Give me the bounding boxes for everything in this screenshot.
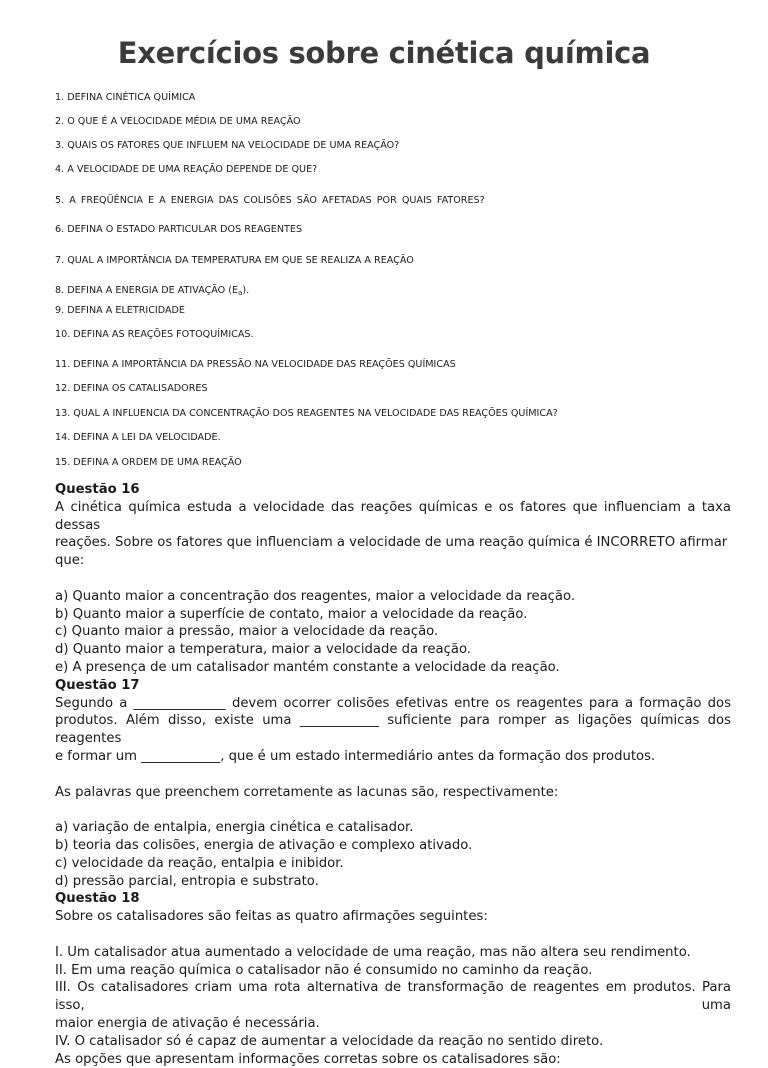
question-17-option-a: a) variação de entalpia, energia cinética e catalisador. <box>55 819 731 837</box>
question-18-statement-2: II. Em uma reação química o catalisador não é consumido no caminho da reação. <box>55 962 731 980</box>
list-question-11: 11. DEFINA A IMPORTÂNCIA DA PRESSÃO NA VELOCIDADE DAS REAÇÕES QUÍMICAS <box>55 359 456 370</box>
question-17-heading: Questão 17 <box>55 677 731 695</box>
question-18-intro: Sobre os catalisadores são feitas as quatro afirmações seguintes: <box>55 908 731 926</box>
question-16-option-e: e) A presença de um catalisador mantém constante a velocidade da reação. <box>55 659 731 677</box>
list-question-2: 2. O QUE É A VELOCIDADE MÉDIA DE UMA REAÇÃO <box>55 116 301 127</box>
list-question-4: 4. A VELOCIDADE DE UMA REAÇÃO DEPENDE DE QUE? <box>55 164 317 175</box>
list-question-3: 3. QUAIS OS FATORES QUE INFLUEM NA VELOCIDADE DE UMA REAÇÃO? <box>55 140 399 151</box>
list-question-8 <box>55 285 249 297</box>
question-16-heading: Questão 16 <box>55 481 731 499</box>
question-17-option-d: d) pressão parcial, entropia e substrato. <box>55 873 731 891</box>
list-question-15: 15. DEFINA A ORDEM DE UMA REAÇÃO <box>55 457 242 468</box>
list-question-10: 10. DEFINA AS REAÇÕES FOTOQUÍMICAS. <box>55 329 254 340</box>
question-16-option-a: a) Quanto maior a concentração dos reagentes, maior a velocidade da reação. <box>55 588 731 606</box>
question-17-statement-line-1: Segundo a ______________ devem ocorrer colisões efetivas entre os reagentes para a formação dos <box>55 695 731 713</box>
question-18-statement-1: I. Um catalisador atua aumentado a velocidade de uma reação, mas não altera seu rendimento. <box>55 944 731 962</box>
list-question-14: 14. DEFINA A LEI DA VELOCIDADE. <box>55 432 221 443</box>
question-17-statement-line-3: e formar um ____________, que é um estado intermediário antes da formação dos produtos. <box>55 748 731 766</box>
list-question-1: 1. DEFINA CINÉTICA QUÍMICA <box>55 92 195 103</box>
question-17-option-b: b) teoria das colisões, energia de ativação e complexo ativado. <box>55 837 731 855</box>
list-question-8-tail: ). <box>242 285 249 296</box>
question-17-option-c: c) velocidade da reação, entalpia e inibidor. <box>55 855 731 873</box>
page-title: Exercícios sobre cinética química <box>0 36 768 70</box>
question-16-option-b: b) Quanto maior a superfície de contato, maior a velocidade da reação. <box>55 606 731 624</box>
question-18-statement-3-line-1: III. Os catalisadores criam uma rota alternativa de transformação de reagentes em produtos. Para isso, uma <box>55 979 731 1015</box>
question-16 <box>55 481 731 1068</box>
list-question-8-text: 8. DEFINA A ENERGIA DE ATIVAÇÃO (E <box>55 285 238 296</box>
question-18-statement-4: IV. O catalisador só é capaz de aumentar a velocidade da reação no sentido direto. <box>55 1033 731 1051</box>
question-18-closing: As opções que apresentam informações corretas sobre os catalisadores são: <box>55 1051 731 1068</box>
list-question-5: 5. A FREQÜÊNCIA E A ENERGIA DAS COLISÕES SÃO AFETADAS POR QUAIS FATORES? <box>55 195 485 206</box>
question-16-option-c: c) Quanto maior a pressão, maior a velocidade da reação. <box>55 623 731 641</box>
list-question-13: 13. QUAL A INFLUENCIA DA CONCENTRAÇÃO DOS REAGENTES NA VELOCIDADE DAS REAÇÕES QUÍMICA? <box>55 408 558 419</box>
question-17-statement-line-2: produtos. Além disso, existe uma ____________ suficiente para romper as ligações químicas dos reagentes <box>55 712 731 748</box>
question-18-statement-3-line-2: maior energia de ativação é necessária. <box>55 1015 731 1033</box>
list-question-12: 12. DEFINA OS CATALISADORES <box>55 383 208 394</box>
question-16-option-d: d) Quanto maior a temperatura, maior a velocidade da reação. <box>55 641 731 659</box>
question-16-statement-line-2: reações. Sobre os fatores que influenciam a velocidade de uma reação química é INCORRETO afirmar que: <box>55 534 731 570</box>
question-18-heading: Questão 18 <box>55 890 731 908</box>
list-question-9: 9. DEFINA A ELETRICIDADE <box>55 305 185 316</box>
subscript-a: a <box>238 289 242 297</box>
question-17-prompt: As palavras que preenchem corretamente as lacunas são, respectivamente: <box>55 784 731 802</box>
list-question-6: 6. DEFINA O ESTADO PARTICULAR DOS REAGENTES <box>55 224 302 235</box>
question-16-statement-line-1: A cinética química estuda a velocidade das reações químicas e os fatores que influenciam a taxa dessas <box>55 499 731 535</box>
list-question-7: 7. QUAL A IMPORTÂNCIA DA TEMPERATURA EM QUE SE REALIZA A REAÇÃO <box>55 255 414 266</box>
